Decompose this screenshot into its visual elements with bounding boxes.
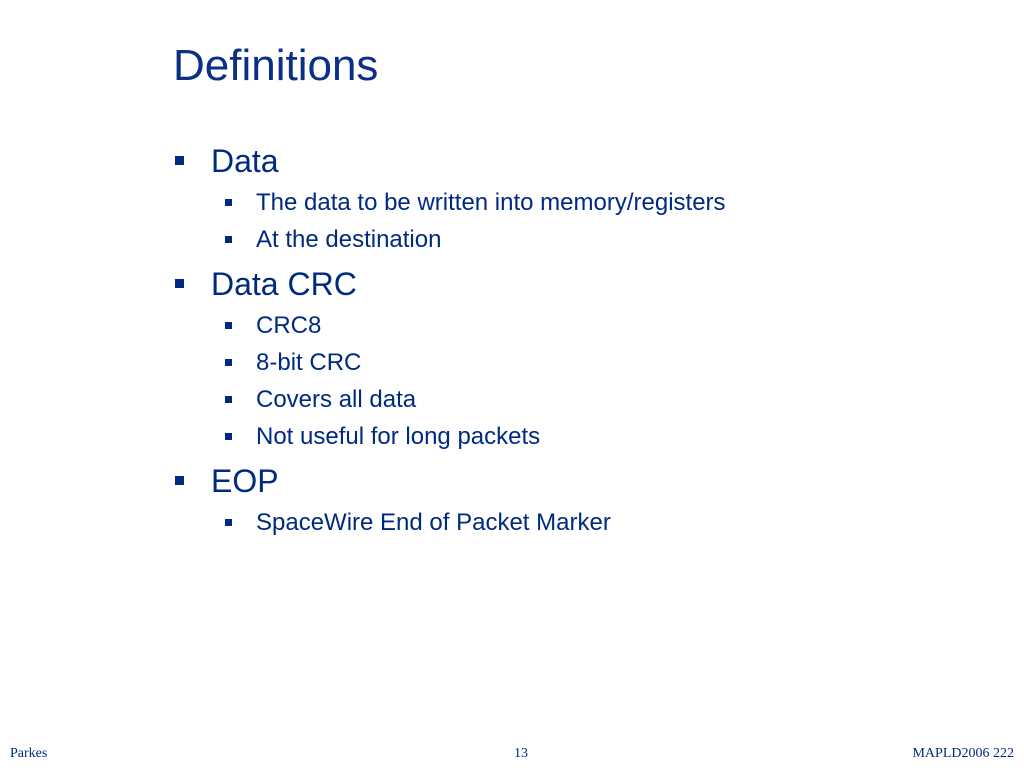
sub-bullet-item xyxy=(256,509,611,537)
bullet-label: Data CRC xyxy=(211,266,357,302)
bullet-item-data xyxy=(211,143,279,179)
sub-bullet-label: CRC8 xyxy=(256,312,322,339)
footer-page-number: 13 xyxy=(514,746,528,761)
square-bullet-icon xyxy=(225,519,232,526)
slide-title: Definitions xyxy=(173,41,379,90)
square-bullet-icon xyxy=(225,396,232,403)
sub-bullet-label: At the destination xyxy=(256,226,442,253)
sub-bullet-label: The data to be written into memory/registers xyxy=(256,189,726,216)
sub-bullet-label: SpaceWire End of Packet Marker xyxy=(256,509,611,536)
square-bullet-icon xyxy=(225,359,232,366)
sub-bullet-item xyxy=(256,423,540,451)
sub-bullet-item xyxy=(256,349,361,377)
sub-bullet-label: Not useful for long packets xyxy=(256,423,541,450)
square-bullet-icon xyxy=(225,199,232,206)
footer-event: MAPLD2006 222 xyxy=(912,746,1014,761)
square-bullet-icon xyxy=(175,476,184,485)
bullet-item-eop xyxy=(211,463,279,499)
square-bullet-icon xyxy=(225,433,232,440)
sub-bullet-item xyxy=(256,386,416,414)
sub-bullet-item xyxy=(256,189,726,217)
sub-bullet-item xyxy=(256,312,321,340)
bullet-label: Data xyxy=(211,143,279,179)
sub-bullet-label: 8-bit CRC xyxy=(256,349,362,376)
square-bullet-icon xyxy=(225,322,232,329)
sub-bullet-label: Covers all data xyxy=(256,386,417,413)
square-bullet-icon xyxy=(225,236,232,243)
square-bullet-icon xyxy=(175,279,184,288)
sub-bullet-item xyxy=(256,226,441,254)
footer-author: Parkes xyxy=(10,746,48,761)
bullet-label: EOP xyxy=(211,463,279,499)
bullet-item-data-crc xyxy=(211,266,357,302)
square-bullet-icon xyxy=(175,156,184,165)
